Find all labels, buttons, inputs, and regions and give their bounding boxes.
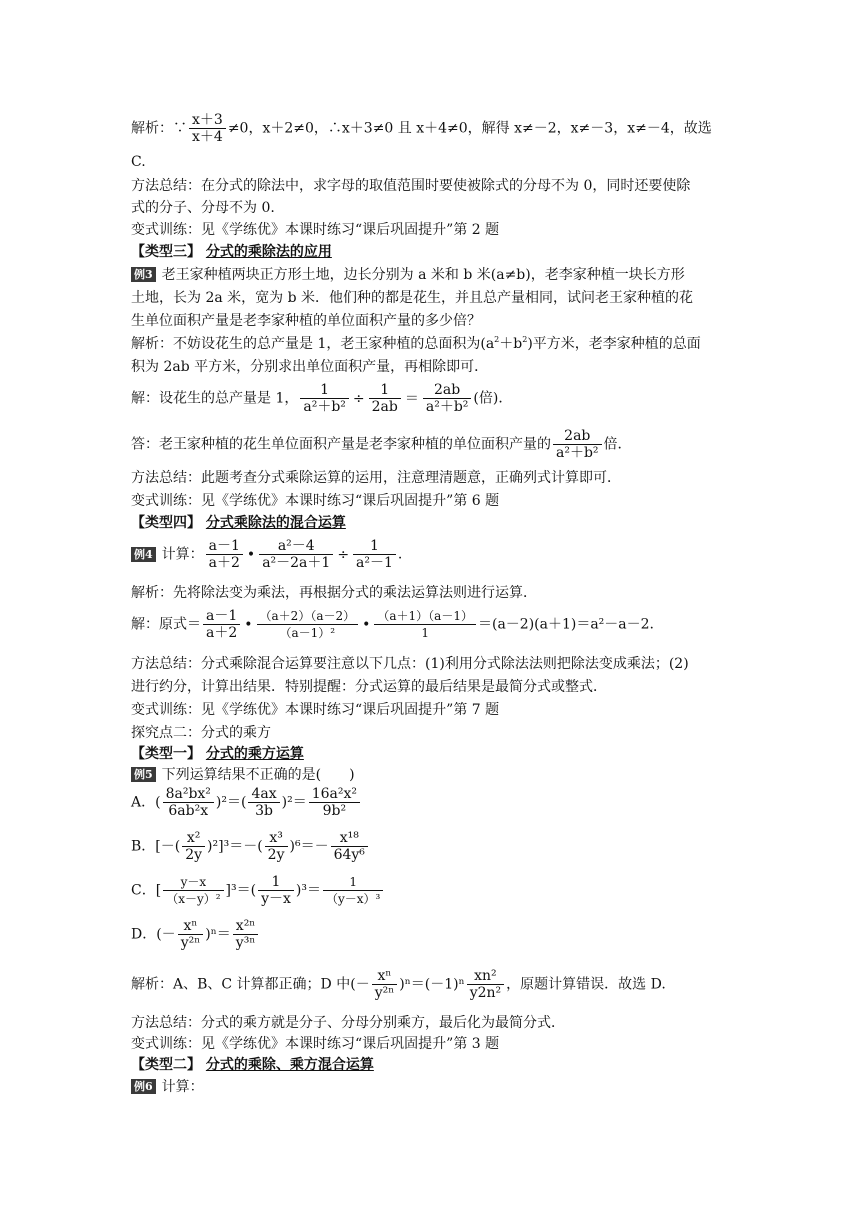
fraction: [206, 538, 243, 571]
numerator: x³: [269, 830, 283, 846]
text: 解：原式＝: [131, 616, 201, 633]
fraction: [300, 382, 349, 415]
fraction: [163, 874, 223, 907]
denominator: a²＋b²: [300, 398, 349, 415]
numerator: （a＋2）（a－2）: [259, 609, 356, 623]
text: D．(－: [131, 926, 176, 943]
solution-line: 解：原式＝ $\frac{a-1}{a+2}$ • $\frac{(a+2)(a-2)}{\text{（a－1）²}}$ • $\frac{(a+1)(a-1)}{1}$ ＝(a－2)(a＋1)＝a²－a－2.: [131, 608, 655, 641]
text: 解析：∵: [131, 120, 187, 137]
text: C．[: [131, 882, 162, 899]
numerator: 1: [370, 538, 379, 554]
denominator: y2n²: [467, 984, 504, 1001]
numerator: x＋3: [192, 112, 223, 128]
analysis-line: 解析：不妨设花生的总产量是 1，老王家种植的总面积为$(a^2+b^2)$平方米，老李家种植的总面: [131, 335, 701, 352]
fraction: [309, 786, 360, 819]
fraction: [189, 112, 226, 145]
text: (倍)．: [473, 390, 513, 407]
text: 答：老王家种植的花生单位面积产量是老李家种植的单位面积产量的: [131, 436, 551, 453]
fraction: [233, 918, 259, 951]
text: )³＝: [295, 882, 321, 899]
method-summary-line: 方法总结：分式的乘方就是分子、分母分别乘方，最后化为最简分式．: [131, 1015, 565, 1031]
text: ]³＝(: [225, 882, 257, 899]
heading-title: 分式乘除法的混合运算: [205, 515, 346, 531]
analysis-line: 解析：先将除法变为乘法，再根据分式的乘法运算法则进行运算．: [131, 585, 537, 601]
example5-line: [131, 765, 355, 785]
numerator: xn²: [474, 968, 497, 984]
fraction: [257, 608, 359, 641]
training-line: 变式训练：见《学练优》本课时练习“课后巩固提升”第 7 题: [131, 702, 500, 718]
denominator: （x－y）²: [163, 890, 223, 907]
numerator: x²ⁿ: [235, 918, 256, 934]
section-heading-type3: [131, 242, 332, 262]
heading-title: 分式的乘除、乘方混合运算: [205, 1057, 374, 1073]
denominator: a²－1: [353, 554, 396, 571]
option-d: [131, 918, 260, 951]
method-summary-line: 方法总结：此题考查分式乘除运算的运用，注意理清题意，正确列式计算即可．: [131, 470, 621, 486]
text: ＋b: [499, 336, 523, 352]
text: 解析：A、B、C 计算都正确；D 中(－: [131, 976, 370, 993]
text: 计算：: [161, 1079, 204, 1095]
denominator: 2y: [182, 846, 205, 863]
fraction: [258, 874, 294, 907]
fraction: [423, 382, 472, 415]
numerator: x²: [186, 830, 201, 846]
answer-line: [131, 428, 632, 461]
denominator: y²ⁿ: [372, 984, 398, 1001]
method-summary-line: 进行约分，计算出结果．特别提醒：分式运算的最后结果是最简分式或整式．: [131, 679, 607, 695]
solution-line: 解：设花生的总产量是 1， $\frac{1}{\text{a²＋b²}}$ ÷ $\frac{1}{2ab}$ ＝ $\frac{2ab}{\text{a²＋b²}}$ (倍)．: [131, 382, 513, 415]
training-line: 变式训练：见《学练优》本课时练习“课后巩固提升”第 6 题: [131, 493, 500, 509]
numerator: 1: [271, 874, 281, 890]
heading-bracket: 【类型四】: [131, 515, 201, 531]
fraction: [265, 830, 288, 863]
text: ＝(a－2)(a＋1)＝a²－a－2.: [477, 616, 655, 633]
numerator: x¹⁸: [339, 830, 359, 846]
text-line: C.: [131, 154, 146, 170]
method-summary-line: 方法总结：在分式的除法中，求字母的取值范围时要使被除式的分母不为 0，同时还要使除: [131, 178, 691, 194]
example-tag: 例6: [131, 1079, 156, 1094]
fraction: [323, 874, 383, 907]
numerator: 8a²bx²: [165, 786, 211, 802]
fraction: [372, 968, 398, 1001]
numerator: a²－4: [277, 538, 315, 554]
text: A．(: [131, 794, 161, 811]
fraction: [259, 538, 333, 571]
text: )²＝: [281, 794, 307, 811]
numerator: 16a²x²: [311, 786, 357, 802]
numerator: a－1: [206, 608, 238, 624]
denominator: y³ⁿ: [233, 934, 259, 951]
text: 下列运算结果不正确的是( ): [161, 767, 355, 783]
option-c: [131, 874, 385, 907]
numerator: a－1: [208, 538, 240, 554]
text: )ⁿ＝(－1)ⁿ: [399, 976, 465, 993]
section-heading-type2: [131, 1055, 374, 1075]
example3-line: 生单位面积产量是老李家种植的单位面积产量的多少倍？: [131, 313, 481, 329]
denominator: （y－x）³: [323, 890, 383, 907]
denominator: y－x: [258, 890, 294, 907]
fraction: [178, 918, 204, 951]
text: 解析：不妨设花生的总产量是 1，老王家种植的总面积为(a: [131, 336, 495, 352]
heading-title: 分式的乘方运算: [205, 746, 304, 762]
numerator: 2ab: [564, 428, 591, 444]
denominator: a＋2: [203, 624, 240, 641]
fraction: [369, 382, 401, 415]
denominator: y²ⁿ: [178, 934, 204, 951]
heading-bracket: 【类型一】: [131, 746, 201, 762]
option-a: [131, 786, 362, 819]
numerator: 1: [380, 382, 390, 398]
section-heading-type1: [131, 744, 304, 764]
example3-line: [131, 265, 685, 285]
text: 倍．: [603, 436, 632, 453]
analysis-line: 积为 2ab 平方米，分别求出单位面积产量，再相除即可．: [131, 359, 489, 375]
fraction: [163, 786, 214, 819]
explore-point-heading: 探究点二：分式的乘方: [131, 725, 271, 741]
denominator: 3b: [248, 802, 279, 819]
denominator: 1: [374, 624, 476, 641]
text: )²]³＝－(: [207, 838, 263, 855]
analysis-line: [131, 968, 666, 1001]
fraction: [374, 608, 476, 641]
numerator: 2ab: [434, 382, 461, 398]
denominator: a＋2: [206, 554, 243, 571]
text: 老王家种植两块正方形土地，边长分别为 a 米和 b 米(a≠b)，老李家种植一块长方形: [161, 267, 685, 283]
denominator: a²－2a＋1: [259, 554, 333, 571]
fraction: [182, 830, 205, 863]
text: )²＝(: [215, 794, 247, 811]
example6-line: [131, 1077, 204, 1097]
fraction: [553, 428, 602, 461]
text: 解：设花生的总产量是 1，: [131, 390, 299, 407]
section-heading-type4: [131, 513, 346, 533]
text: 计算：: [161, 546, 204, 563]
denominator: 2ab: [369, 398, 401, 415]
example-tag: 例3: [131, 267, 156, 282]
example-tag: 例4: [131, 547, 156, 562]
heading-bracket: 【类型二】: [131, 1057, 201, 1073]
method-summary-line: 方法总结：分式乘除混合运算要注意以下几点：(1)利用分式除法法则把除法变成乘法；(2): [131, 656, 689, 672]
numerator: （a＋1）（a－1）: [377, 609, 473, 623]
numerator: 4ax: [251, 786, 277, 802]
numerator: 1: [320, 382, 330, 398]
example3-line: 土地，长为 2a 米，宽为 b 米．他们种的都是花生，并且总产量相同，试问老王家种植的花: [131, 290, 694, 306]
fraction: [467, 968, 504, 1001]
numerator: xⁿ: [377, 968, 392, 984]
training-line: 变式训练：见《学练优》本课时练习“课后巩固提升”第 3 题: [131, 1036, 500, 1052]
denominator: a²＋b²: [553, 444, 602, 461]
training-line: 变式训练：见《学练优》本课时练习“课后巩固提升”第 2 题: [131, 222, 500, 238]
text: )平方米，老李家种植的总面: [527, 336, 701, 352]
denominator: x＋4: [189, 128, 226, 145]
fraction: [331, 830, 368, 863]
fraction: [353, 538, 396, 571]
text: ≠0，x＋2≠0，∴x＋3≠0 且 x＋4≠0，解得 x≠－2，x≠－3，x≠－4，故选: [227, 120, 712, 137]
denominator: （a－1）²: [257, 624, 359, 641]
heading-title: 分式的乘除法的应用: [205, 244, 332, 260]
example4-line: 例4 计算： $\frac{a-1}{a+2}$ • $\frac{\text{a²－4}}{\text{a²－2a＋1}}$ ÷ $\frac{1}{\text{a²－1}}$ .: [131, 538, 402, 571]
fraction: [203, 608, 240, 641]
analysis-line: [131, 112, 712, 145]
numerator: xⁿ: [183, 918, 198, 934]
example-tag: 例5: [131, 767, 156, 782]
text: B．[－(: [131, 838, 181, 855]
denominator: 6ab²x: [163, 802, 214, 819]
denominator: 64y⁶: [331, 846, 368, 863]
numerator: 1: [349, 875, 357, 889]
text: ，原题计算错误．故选 D.: [506, 976, 666, 993]
method-summary-line: 式的分子、分母不为 0.: [131, 200, 275, 216]
denominator: 2y: [265, 846, 288, 863]
denominator: 9b²: [309, 802, 360, 819]
option-b: [131, 830, 370, 863]
numerator: y－x: [180, 875, 207, 889]
fraction: [248, 786, 279, 819]
heading-bracket: 【类型三】: [131, 244, 201, 260]
text: )ⁿ＝: [205, 926, 231, 943]
text: )⁶＝－: [289, 838, 329, 855]
denominator: a²＋b²: [423, 398, 472, 415]
